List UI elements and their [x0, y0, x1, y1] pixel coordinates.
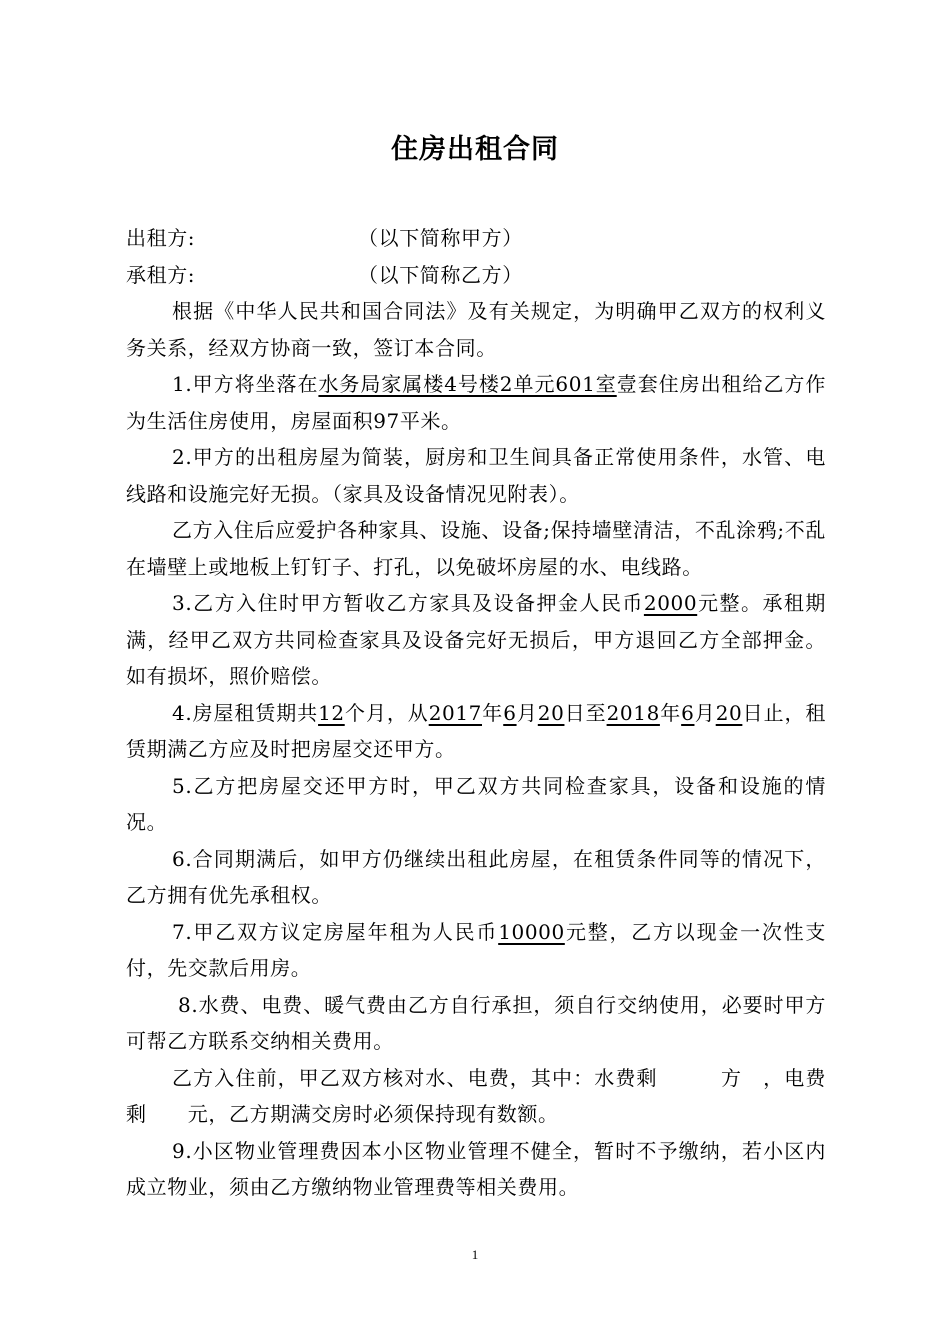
clause-1 — [126, 366, 826, 439]
clause-6: 6.合同期满后，如甲方仍继续出租此房屋，在租赁条件同等的情况下，乙方拥有优先承租权。 — [126, 846, 826, 907]
preamble: 根据《中华人民共和国合同法》及有关规定，为明确甲乙双方的权利义务关系，经双方协商一致，签订本合同。 — [126, 299, 826, 360]
lessee-line — [126, 257, 826, 294]
property-address: 水务局家属楼4号楼2单元601室 — [318, 372, 617, 396]
start-day: 20 — [537, 700, 565, 725]
start-month: 6 — [503, 700, 517, 725]
lessor-line — [126, 220, 826, 257]
end-day: 20 — [715, 700, 743, 725]
lessee-note: （以下简称乙方） — [358, 262, 523, 287]
page-number: 1 — [471, 1247, 479, 1262]
clause-4-year-label: 年 — [482, 700, 504, 725]
clause-7 — [126, 914, 826, 987]
clause-1-text-b: 壹套住房出租给乙方作为生活住房使用，房屋面积97平米。 — [126, 372, 826, 433]
clause-8: 8.水费、电费、暖气费由乙方自行承担，须自行交纳使用，必要时甲方可帮乙方联系交纳相关费用。 — [126, 992, 826, 1053]
clause-7-text-b: 元整，乙方以现金一次性支付，先交款后用房。 — [126, 919, 827, 980]
clause-2-tenant-duties: 乙方入住后应爱护各种家具、设施、设备;保持墙壁清洁，不乱涂鸦;不乱在墙壁上或地板上钉钉子、打孔，以免破坏房屋的水、电线路。 — [126, 518, 826, 579]
clause-3-text-b: 元整。承租期满，经甲乙双方共同检查家具及设备完好无损后，甲方退回乙方全部押金。如有损坏，照价赔偿。 — [126, 591, 826, 688]
clause-4-month-label: 月 — [516, 700, 538, 725]
annual-rent: 10000 — [498, 919, 565, 944]
clause-7-text-a: 7.甲乙双方议定房屋年租为人民币 — [172, 919, 499, 944]
clause-2: 2.甲方的出租房屋为简装，厨房和卫生间具备正常使用条件，水管、电线路和设施完好无损。（家具及设备情况见附表）。 — [126, 445, 826, 506]
clause-9: 9.小区物业管理费因本小区物业管理不健全，暂时不予缴纳，若小区内成立物业，须由乙方缴纳物业管理费等相关费用。 — [126, 1138, 826, 1199]
clause-4 — [126, 695, 826, 768]
contract-body — [126, 220, 826, 1206]
clause-4-month-label-2: 月 — [694, 700, 716, 725]
clause-3 — [126, 585, 826, 695]
clause-4-text-b: 个月，从 — [344, 700, 429, 725]
clause-4-text-end: 日止，租赁期满乙方应及时把房屋交还甲方。 — [126, 700, 827, 761]
end-month: 6 — [681, 700, 695, 725]
lessor-label: 出租方: — [126, 226, 196, 250]
clause-4-year-label-2: 年 — [659, 700, 682, 725]
clause-4-text-to: 日至 — [564, 700, 607, 725]
clause-1-text-a: 1.甲方将坐落在 — [172, 372, 319, 396]
clause-3-text-a: 3.乙方入住时甲方暂收乙方家具及设备押金人民币 — [172, 591, 644, 615]
end-year: 2018 — [606, 700, 660, 725]
lease-months: 12 — [318, 700, 345, 725]
clause-5: 5.乙方把房屋交还甲方时，甲乙双方共同检查家具，设备和设施的情况。 — [126, 773, 826, 834]
lessor-note: （以下简称甲方） — [358, 226, 523, 250]
clause-4-text-a: 4.房屋租赁期共 — [172, 700, 319, 725]
lessee-label: 承租方: — [126, 262, 196, 287]
clause-8-meter-reading: 乙方入住前，甲乙双方核对水、电费，其中：水费剩 方 ，电费剩 元，乙方期满交房时必须保持现有数额。 — [126, 1065, 826, 1126]
document-title: 住房出租合同 — [391, 134, 559, 165]
start-year: 2017 — [428, 700, 482, 725]
deposit-amount: 2000 — [643, 591, 698, 615]
